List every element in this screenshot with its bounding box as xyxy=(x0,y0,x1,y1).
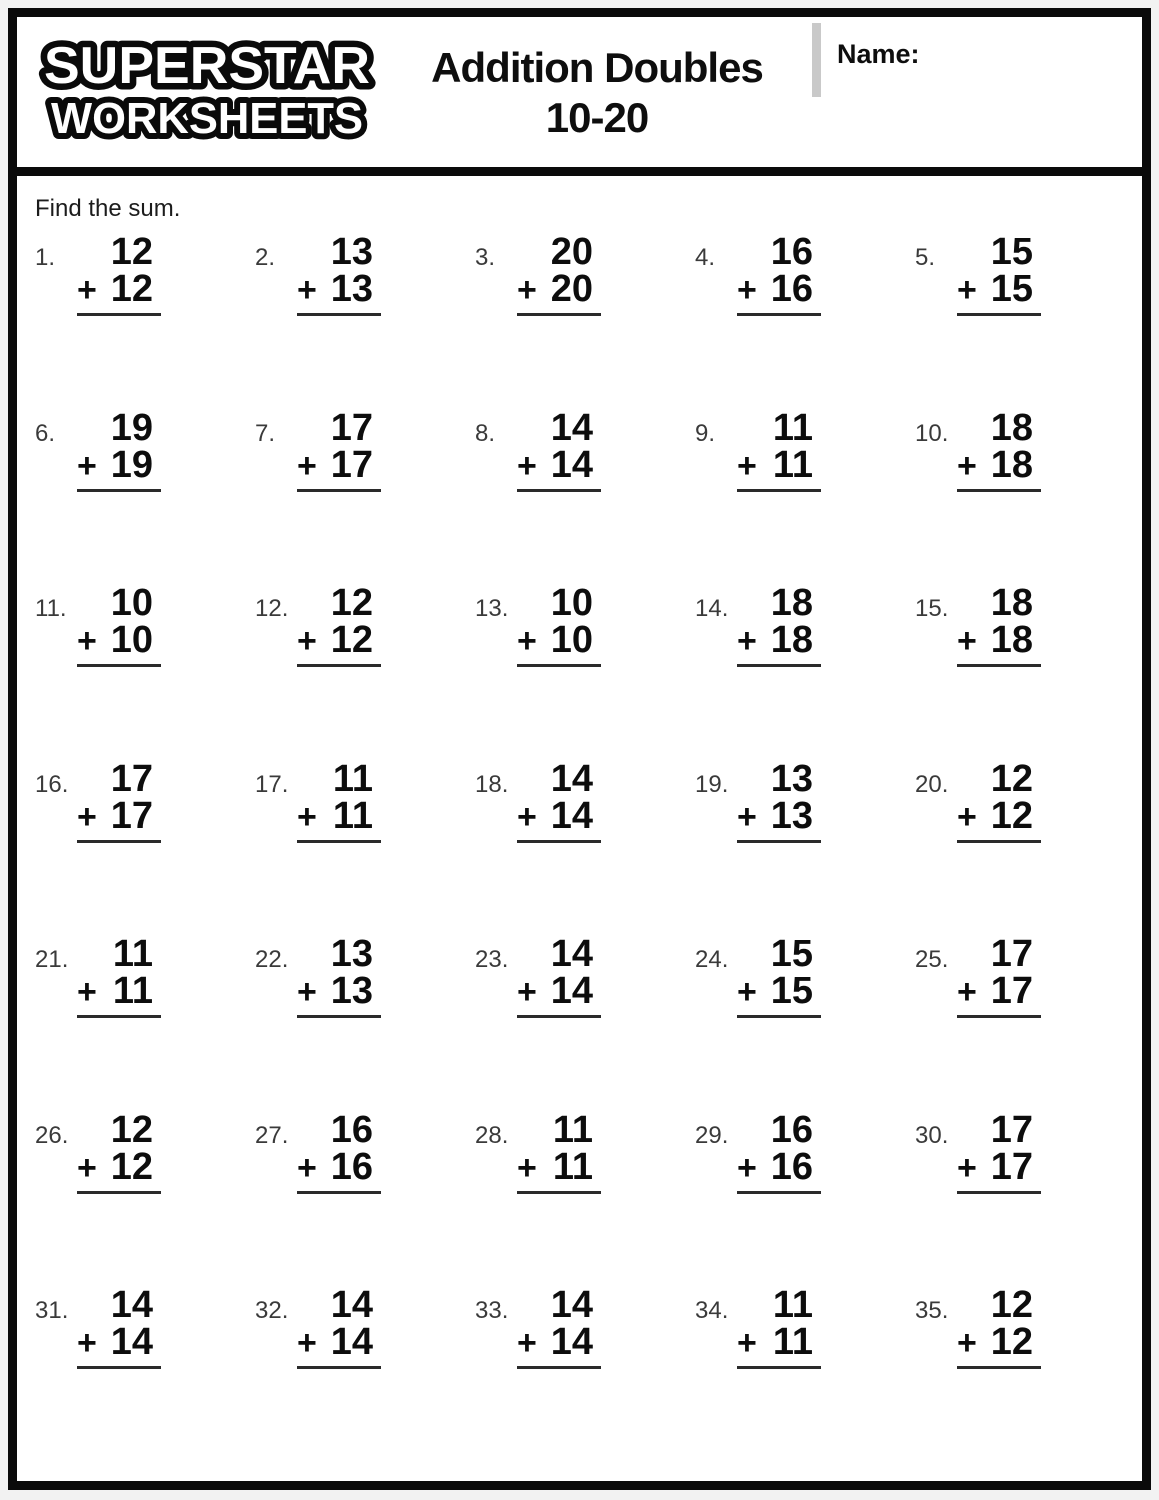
problem-top-addend: 12 xyxy=(990,1284,1033,1326)
problem-top-addend: 17 xyxy=(110,757,153,800)
problem-bottom-row xyxy=(737,1145,821,1194)
plus-operator: + xyxy=(297,1148,317,1187)
problem-cell xyxy=(695,933,915,1115)
problem-top-addend: 14 xyxy=(110,1284,153,1326)
problem-stack xyxy=(517,406,601,492)
problem-index: 2. xyxy=(255,244,276,271)
problem-index: 26. xyxy=(35,1121,69,1149)
problem-cell xyxy=(475,231,695,413)
problem-stack xyxy=(737,1284,821,1369)
problem-cell xyxy=(695,582,915,764)
problem-index: 16. xyxy=(35,770,69,798)
problem-cell xyxy=(255,1108,475,1291)
plus-operator: + xyxy=(737,973,757,1011)
problem-bottom-addend: 17 xyxy=(990,1145,1033,1188)
problem-bottom-row xyxy=(957,1321,1041,1369)
plus-operator: + xyxy=(957,797,977,836)
problem-stack xyxy=(517,1108,601,1194)
problem-cell xyxy=(695,1108,915,1291)
problem-bottom-row xyxy=(517,268,601,316)
problem-cell xyxy=(695,757,915,940)
problem-index: 28. xyxy=(475,1121,509,1149)
problem-index: 1. xyxy=(35,244,56,271)
plus-operator: + xyxy=(957,446,977,485)
problem-bottom-row xyxy=(957,619,1041,667)
problem-index: 17. xyxy=(255,770,289,798)
problem-index: 21. xyxy=(35,946,69,973)
problem-bottom-row xyxy=(737,970,821,1018)
problem-stack xyxy=(77,231,161,316)
plus-operator: + xyxy=(297,1324,317,1362)
problem-index: 18. xyxy=(475,770,509,798)
problem-bottom-addend: 14 xyxy=(110,1321,153,1363)
problem-cell xyxy=(475,1284,695,1466)
problem-stack xyxy=(297,933,381,1018)
problem-cell xyxy=(35,933,255,1115)
problem-top-addend: 14 xyxy=(550,933,593,975)
problem-bottom-addend: 13 xyxy=(330,970,373,1012)
problem-index: 25. xyxy=(915,946,949,973)
problem-index: 24. xyxy=(695,946,729,973)
problem-bottom-row xyxy=(297,443,381,492)
problem-index: 22. xyxy=(255,946,289,973)
problem-stack xyxy=(517,582,601,667)
problem-index: 19. xyxy=(695,770,729,798)
problem-bottom-addend: 11 xyxy=(112,970,153,1012)
problem-top-addend: 14 xyxy=(550,406,593,449)
problem-bottom-addend: 11 xyxy=(772,443,813,486)
problem-cell xyxy=(915,582,1135,764)
plus-operator: + xyxy=(77,973,97,1011)
problem-index: 34. xyxy=(695,1297,729,1324)
problem-bottom-row xyxy=(77,443,161,492)
problem-bottom-addend: 18 xyxy=(770,619,813,661)
problem-cell xyxy=(695,231,915,413)
instructions-text: Find the sum. xyxy=(35,195,181,222)
problem-index: 3. xyxy=(475,244,496,271)
problem-bottom-addend: 19 xyxy=(110,443,153,486)
problem-bottom-addend: 11 xyxy=(332,794,373,837)
problem-top-addend: 17 xyxy=(330,406,373,449)
logo-line2: WORKSHEETS xyxy=(51,94,363,143)
problem-index: 33. xyxy=(475,1297,509,1324)
problem-top-addend: 14 xyxy=(330,1284,373,1326)
problem-cell xyxy=(35,1108,255,1291)
plus-operator: + xyxy=(957,973,977,1011)
problem-cell xyxy=(35,757,255,940)
problem-top-addend: 17 xyxy=(990,933,1033,975)
problem-top-addend: 18 xyxy=(770,582,813,624)
problem-bottom-addend: 16 xyxy=(330,1145,373,1188)
problem-top-addend: 12 xyxy=(110,1108,153,1151)
problem-bottom-addend: 15 xyxy=(770,970,813,1012)
problem-index: 31. xyxy=(35,1297,69,1324)
problem-cell xyxy=(35,582,255,764)
problem-index: 6. xyxy=(35,419,56,447)
plus-operator: + xyxy=(517,622,537,660)
problem-bottom-row xyxy=(737,619,821,667)
problem-index: 20. xyxy=(915,770,949,798)
problem-bottom-row xyxy=(957,1145,1041,1194)
plus-operator: + xyxy=(517,973,537,1011)
problem-bottom-row xyxy=(77,794,161,843)
problem-cell xyxy=(35,1284,255,1466)
problem-bottom-row xyxy=(297,794,381,843)
problem-bottom-addend: 12 xyxy=(990,794,1033,837)
problem-bottom-row xyxy=(517,619,601,667)
problem-bottom-row xyxy=(517,1321,601,1369)
superstar-worksheets-logo xyxy=(29,31,385,158)
problem-cell xyxy=(915,1284,1135,1466)
plus-operator: + xyxy=(517,271,537,309)
problem-bottom-row xyxy=(297,1321,381,1369)
problem-top-addend: 18 xyxy=(990,406,1033,449)
problem-bottom-row xyxy=(297,619,381,667)
problem-bottom-addend: 17 xyxy=(110,794,153,837)
problem-bottom-row xyxy=(77,268,161,316)
problem-cell xyxy=(35,231,255,413)
problem-bottom-addend: 18 xyxy=(990,619,1033,661)
problem-cell xyxy=(35,406,255,589)
worksheet-title-line1: Addition Doubles xyxy=(431,44,763,91)
problem-stack xyxy=(957,1284,1041,1369)
plus-operator: + xyxy=(737,271,757,309)
problem-cell xyxy=(475,757,695,940)
problem-bottom-addend: 17 xyxy=(990,970,1033,1012)
problem-top-addend: 14 xyxy=(550,1284,593,1326)
problem-index: 30. xyxy=(915,1121,949,1149)
problem-top-addend: 11 xyxy=(552,1108,593,1151)
problem-index: 35. xyxy=(915,1297,949,1324)
problem-index: 15. xyxy=(915,595,949,622)
plus-operator: + xyxy=(297,973,317,1011)
problem-index: 23. xyxy=(475,946,509,973)
problem-bottom-row xyxy=(77,1145,161,1194)
problem-top-addend: 15 xyxy=(990,231,1033,273)
problem-bottom-addend: 17 xyxy=(330,443,373,486)
plus-operator: + xyxy=(957,622,977,660)
problem-index: 10. xyxy=(915,419,949,447)
problem-bottom-row xyxy=(957,794,1041,843)
problem-index: 7. xyxy=(255,419,276,447)
plus-operator: + xyxy=(737,446,757,485)
problem-stack xyxy=(737,757,821,843)
problem-bottom-addend: 12 xyxy=(110,1145,153,1188)
problem-bottom-row xyxy=(77,970,161,1018)
problem-cell xyxy=(915,1108,1135,1291)
problem-index: 9. xyxy=(695,419,716,447)
problem-bottom-row xyxy=(737,268,821,316)
problem-bottom-addend: 14 xyxy=(550,443,593,486)
problem-top-addend: 11 xyxy=(332,757,373,800)
problem-top-addend: 14 xyxy=(550,757,593,800)
problem-top-addend: 18 xyxy=(990,582,1033,624)
plus-operator: + xyxy=(957,1148,977,1187)
problem-cell xyxy=(255,582,475,764)
problem-top-addend: 17 xyxy=(990,1108,1033,1151)
problem-stack xyxy=(77,582,161,667)
problem-bottom-addend: 14 xyxy=(550,1321,593,1363)
problem-bottom-row xyxy=(737,443,821,492)
problem-stack xyxy=(77,1284,161,1369)
problem-cell xyxy=(915,757,1135,940)
plus-operator: + xyxy=(77,622,97,660)
problem-stack xyxy=(517,231,601,316)
problem-top-addend: 10 xyxy=(550,582,593,624)
problem-cell xyxy=(915,406,1135,589)
problem-cell xyxy=(915,231,1135,413)
problem-bottom-addend: 12 xyxy=(990,1321,1033,1363)
problem-bottom-addend: 13 xyxy=(330,268,373,310)
problem-stack xyxy=(957,1108,1041,1194)
problem-cell xyxy=(475,406,695,589)
problem-stack xyxy=(297,582,381,667)
problem-cell xyxy=(255,757,475,940)
problem-index: 29. xyxy=(695,1121,729,1149)
problem-top-addend: 16 xyxy=(330,1108,373,1151)
problem-top-addend: 11 xyxy=(112,933,153,975)
problem-stack xyxy=(297,1108,381,1194)
plus-operator: + xyxy=(517,797,537,836)
problem-stack xyxy=(737,582,821,667)
problem-cell xyxy=(475,1108,695,1291)
problem-bottom-row xyxy=(957,268,1041,316)
problem-bottom-row xyxy=(957,970,1041,1018)
problem-bottom-addend: 18 xyxy=(990,443,1033,486)
problem-cell xyxy=(255,933,475,1115)
problem-bottom-row xyxy=(517,970,601,1018)
problem-stack xyxy=(297,231,381,316)
plus-operator: + xyxy=(737,622,757,660)
problems-grid xyxy=(35,231,1142,1466)
worksheet-title-line2: 10-20 xyxy=(545,94,649,141)
worksheet-title xyxy=(387,43,807,143)
plus-operator: + xyxy=(957,271,977,309)
problem-cell xyxy=(915,933,1135,1115)
problem-stack xyxy=(77,406,161,492)
logo-bubble-text xyxy=(29,31,385,153)
problem-top-addend: 13 xyxy=(330,933,373,975)
plus-operator: + xyxy=(77,446,97,485)
problem-cell xyxy=(255,1284,475,1466)
problem-index: 8. xyxy=(475,419,496,447)
problem-index: 11. xyxy=(35,595,67,622)
problem-bottom-row xyxy=(297,268,381,316)
problems-sheet xyxy=(17,194,1142,1466)
problem-index: 12. xyxy=(255,595,289,622)
problem-bottom-addend: 10 xyxy=(550,619,593,661)
problem-index: 14. xyxy=(695,595,729,622)
problem-stack xyxy=(77,933,161,1018)
problem-bottom-addend: 10 xyxy=(110,619,153,661)
problem-bottom-addend: 14 xyxy=(330,1321,373,1363)
plus-operator: + xyxy=(737,1148,757,1187)
problem-top-addend: 11 xyxy=(772,406,813,449)
problem-stack xyxy=(957,757,1041,843)
problem-bottom-row xyxy=(517,794,601,843)
problem-top-addend: 13 xyxy=(770,757,813,800)
problem-bottom-addend: 14 xyxy=(550,794,593,837)
problem-stack xyxy=(77,1108,161,1194)
worksheet-page xyxy=(8,8,1151,1490)
problem-bottom-addend: 12 xyxy=(330,619,373,661)
worksheet-header xyxy=(17,17,1142,176)
problem-top-addend: 10 xyxy=(110,582,153,624)
problem-top-addend: 20 xyxy=(550,231,593,273)
problem-cell xyxy=(255,406,475,589)
problem-top-addend: 11 xyxy=(772,1284,813,1326)
problem-stack xyxy=(957,582,1041,667)
problem-index: 5. xyxy=(915,244,936,271)
plus-operator: + xyxy=(737,797,757,836)
problem-stack xyxy=(77,757,161,843)
problem-bottom-addend: 15 xyxy=(990,268,1033,310)
problem-bottom-addend: 11 xyxy=(772,1321,813,1363)
name-label: Name: xyxy=(837,39,920,69)
name-divider-bar xyxy=(812,23,821,97)
problem-top-addend: 12 xyxy=(990,757,1033,800)
problem-cell xyxy=(695,406,915,589)
problem-stack xyxy=(957,933,1041,1018)
problem-cell xyxy=(255,231,475,413)
problem-index: 27. xyxy=(255,1121,289,1149)
problem-bottom-addend: 13 xyxy=(770,794,813,837)
problem-bottom-row xyxy=(297,970,381,1018)
plus-operator: + xyxy=(297,622,317,660)
problem-bottom-row xyxy=(957,443,1041,492)
problem-index: 4. xyxy=(695,244,716,271)
problem-stack xyxy=(517,1284,601,1369)
problem-stack xyxy=(297,757,381,843)
problem-top-addend: 13 xyxy=(330,231,373,273)
plus-operator: + xyxy=(517,1148,537,1187)
problem-bottom-addend: 20 xyxy=(550,268,593,310)
problem-bottom-row xyxy=(737,1321,821,1369)
problem-bottom-addend: 12 xyxy=(110,268,153,310)
plus-operator: + xyxy=(77,797,97,836)
plus-operator: + xyxy=(737,1324,757,1362)
problem-top-addend: 12 xyxy=(110,231,153,273)
problem-bottom-addend: 16 xyxy=(770,1145,813,1188)
problem-bottom-row xyxy=(77,1321,161,1369)
problem-bottom-row xyxy=(77,619,161,667)
problem-bottom-row xyxy=(517,1145,601,1194)
problem-stack xyxy=(957,231,1041,316)
plus-operator: + xyxy=(517,446,537,485)
problem-bottom-addend: 14 xyxy=(550,970,593,1012)
plus-operator: + xyxy=(77,271,97,309)
problem-cell xyxy=(695,1284,915,1466)
problem-cell xyxy=(475,582,695,764)
problem-stack xyxy=(297,406,381,492)
problem-index: 32. xyxy=(255,1297,289,1324)
plus-operator: + xyxy=(297,271,317,309)
logo-line1: SUPERSTAR xyxy=(44,37,370,95)
problem-stack xyxy=(297,1284,381,1369)
problem-cell xyxy=(475,933,695,1115)
plus-operator: + xyxy=(77,1324,97,1362)
problem-bottom-row xyxy=(737,794,821,843)
problem-stack xyxy=(737,1108,821,1194)
plus-operator: + xyxy=(957,1324,977,1362)
problem-stack xyxy=(517,757,601,843)
problem-index: 13. xyxy=(475,595,509,622)
problem-bottom-addend: 16 xyxy=(770,268,813,310)
problem-stack xyxy=(957,406,1041,492)
problem-bottom-row xyxy=(297,1145,381,1194)
plus-operator: + xyxy=(297,446,317,485)
problem-stack xyxy=(517,933,601,1018)
plus-operator: + xyxy=(517,1324,537,1362)
problem-top-addend: 16 xyxy=(770,231,813,273)
problem-stack xyxy=(737,231,821,316)
plus-operator: + xyxy=(77,1148,97,1187)
problem-stack xyxy=(737,933,821,1018)
problem-top-addend: 19 xyxy=(110,406,153,449)
plus-operator: + xyxy=(297,797,317,836)
problem-stack xyxy=(737,406,821,492)
problem-top-addend: 12 xyxy=(330,582,373,624)
problem-top-addend: 15 xyxy=(770,933,813,975)
problem-top-addend: 16 xyxy=(770,1108,813,1151)
problem-bottom-row xyxy=(517,443,601,492)
problem-bottom-addend: 11 xyxy=(552,1145,593,1188)
